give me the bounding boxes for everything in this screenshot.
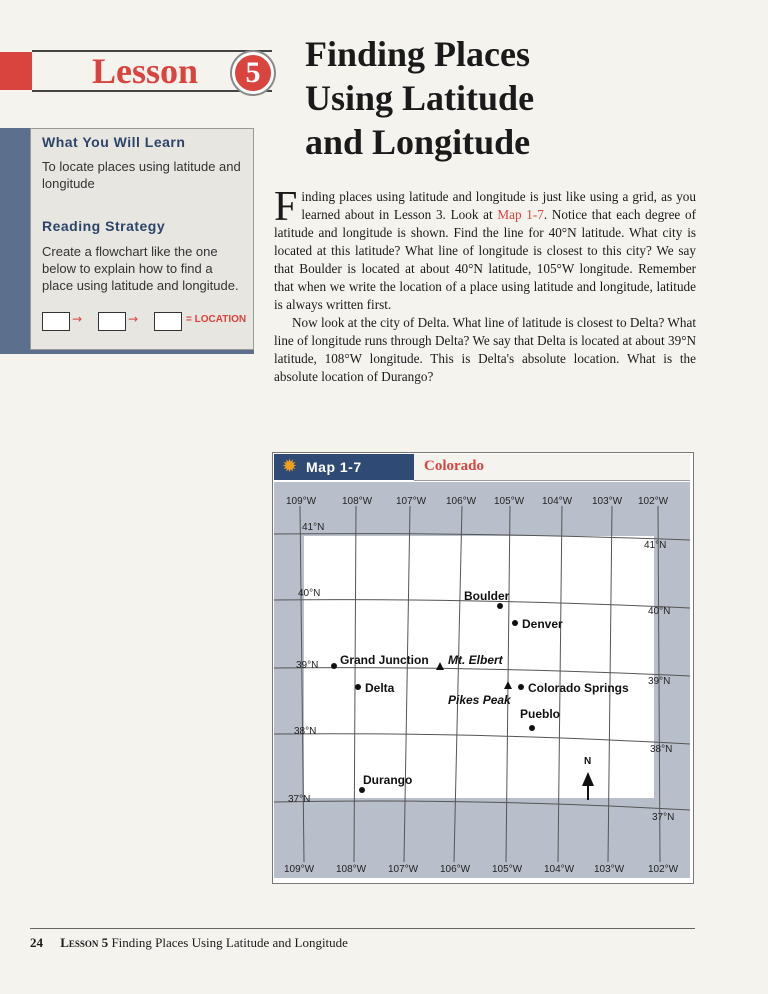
bottom-lon-label: 107°W [388,864,419,875]
right-lat-label: 40°N [648,606,671,617]
lesson-accent-bar [0,52,32,90]
lesson-label: Lesson [92,51,199,91]
lesson-number-badge: 5 [232,52,274,94]
city-pueblo-dot [529,725,535,731]
bottom-lon-label: 102°W [648,864,679,875]
strategy-heading: Reading Strategy [42,218,166,234]
map-title: Colorado [424,458,484,474]
city-durango-dot [359,787,365,793]
left-lat-label: 41°N [302,522,325,533]
map-label: Map 1-7 [306,459,362,475]
learn-heading: What You Will Learn [42,134,186,150]
bottom-lon-label: 108°W [336,864,367,875]
strategy-text: Create a flowchart like the one below to explain how to find a place using latitude and longitude. [42,244,239,293]
page-number: 24 [30,935,43,950]
city-colorado-springs-label: Colorado Springs [528,681,629,695]
title-line-2: Using Latitude [305,78,535,118]
bottom-lon-label: 106°W [440,864,471,875]
paragraph-1-start: inding places using latitude and longitude is just like using a grid, as you learned about in Lesson 3. Look at [301,189,696,222]
paragraph-2: Now look at the city of Delta. What line of latitude is closest to Delta? What line of longitude runs through Delta? We say that Delta is located at about 39°N latitude, 108°W longitude. This is Delta's absolute location. What is the absolute location of Durango? [274,315,696,384]
pikes-peak-label: Pikes Peak [448,693,511,707]
flowchart-box-2 [98,312,126,331]
city-durango-label: Durango [363,773,413,787]
bottom-lon-label: 109°W [284,864,315,875]
bottom-lon-label: 105°W [492,864,523,875]
paragraph-1 [274,184,696,314]
drop-cap: F [274,184,298,230]
flowchart-box-3 [154,312,182,331]
learn-text: To locate places using latitude and longitude [42,159,241,191]
city-boulder-label: Boulder [464,589,510,603]
city-colorado-springs-dot [518,684,524,690]
left-lat-label: 38°N [294,726,317,737]
city-grand-junction-dot [331,663,337,669]
footer-lesson-label: Lesson 5 [60,935,109,950]
flowchart-arrow-1: → [72,312,83,326]
footer [30,935,348,951]
right-lat-label: 41°N [644,540,667,551]
top-lon-label: 103°W [592,496,623,507]
paragraph-1-end: . Notice that each degree of latitude and longitude is shown. Find the line for 40°N latitude. What city is located at this latitude? What line of longitude is closest to this city? We say that Boulder is located at about 40°N latitude, 105°W longitude. Remember that when we write the location of a place using latitude and longitude, latitude is always written first. [274,207,696,312]
page-title [305,32,605,164]
right-lat-label: 39°N [648,676,671,687]
top-lon-label: 108°W [342,496,373,507]
left-lat-label: 39°N [296,660,319,671]
title-line-3: and Longitude [305,122,531,162]
compass-star-icon: ✹ [282,456,298,477]
city-boulder-dot [497,603,503,609]
state-area [304,536,654,798]
city-delta-dot [355,684,361,690]
map-reference-link[interactable]: Map 1-7 [497,207,544,222]
flowchart-box-1 [42,312,70,331]
right-lat-label: 38°N [650,744,673,755]
title-line-1: Finding Places [305,34,531,74]
city-denver-dot [512,620,518,626]
flowchart-location-label: = LOCATION [186,314,247,325]
footer-rule [30,928,695,929]
right-lat-label: 37°N [652,812,675,823]
top-lon-label: 106°W [446,496,477,507]
city-delta-label: Delta [365,681,395,695]
bottom-lon-label: 103°W [594,864,625,875]
left-lat-label: 37°N [288,794,311,805]
north-label: N [584,756,592,767]
body-text [274,184,696,386]
top-lon-label: 109°W [286,496,317,507]
left-lat-label: 40°N [298,588,321,599]
top-lon-label: 104°W [542,496,573,507]
mt-elbert-label: Mt. Elbert [448,653,503,667]
top-lon-label: 107°W [396,496,427,507]
flowchart-arrow-2: → [128,312,139,326]
footer-lesson-title: Finding Places Using Latitude and Longitude [111,935,348,950]
colorado-map [274,482,690,878]
city-grand-junction-label: Grand Junction [340,653,429,667]
top-lon-label: 105°W [494,496,525,507]
top-lon-label: 102°W [638,496,669,507]
city-pueblo-label: Pueblo [520,707,561,721]
city-denver-label: Denver [522,617,563,631]
bottom-lon-label: 104°W [544,864,575,875]
